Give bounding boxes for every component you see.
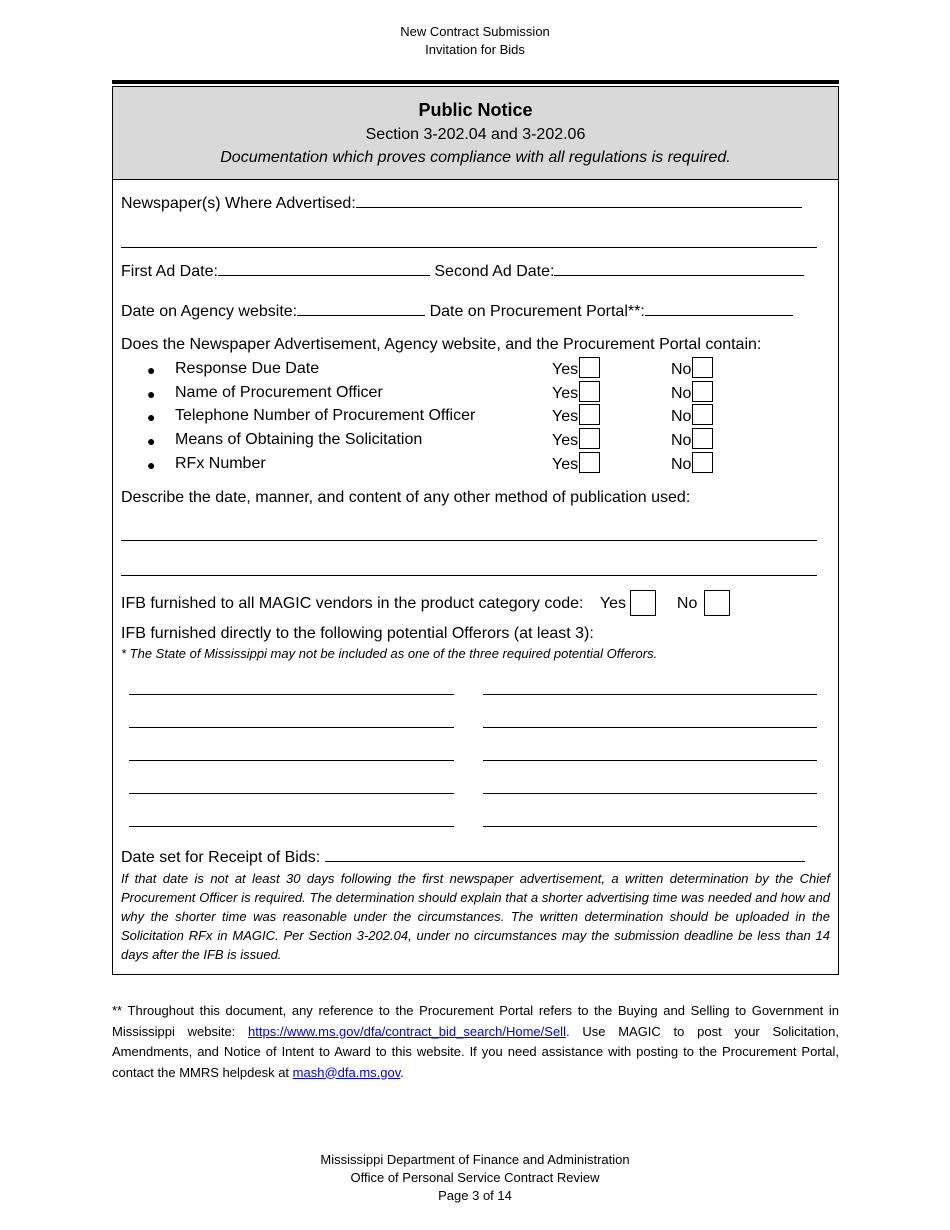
list-item: [113, 454, 838, 478]
no-label: No: [671, 385, 692, 402]
header-title: New Contract Submission: [400, 24, 550, 39]
second-ad-label: Second Ad Date:: [434, 263, 555, 280]
no-checkbox[interactable]: [692, 404, 713, 425]
item-label: RFx Number: [175, 455, 266, 472]
no-checkbox[interactable]: [692, 428, 713, 449]
magic-no-checkbox[interactable]: [704, 590, 730, 616]
public-notice-box: [112, 86, 839, 975]
public-notice-header: [113, 87, 838, 180]
receipt-row: [121, 847, 805, 868]
offeror-line[interactable]: [129, 694, 454, 695]
yes-checkbox[interactable]: [579, 381, 600, 402]
no-label: No: [671, 456, 692, 473]
no-checkbox[interactable]: [692, 452, 713, 473]
item-label: Means of Obtaining the Solicitation: [175, 431, 423, 448]
contain-question: Does the Newspaper Advertisement, Agency website, and the Procurement Portal contain:: [121, 336, 762, 353]
footnote-text-2: . Use MAGIC to post your Solicitation, Amendments, and Notice of Intent to Award to this website. If you need assistance with posting to the Procurement Portal, contact the MMRS helpdesk at: [112, 1023, 839, 1080]
yes-checkbox[interactable]: [579, 404, 600, 425]
other-publication-label: Describe the date, manner, and content of any other method of publication used:: [121, 489, 691, 506]
no-label: No: [671, 408, 692, 425]
footnote-text-1: ** Throughout this document, any reference to the Procurement Portal refers to the Buying and Selling to Government in Mississippi website:: [112, 1003, 839, 1039]
header-subtitle: Invitation for Bids: [425, 42, 525, 57]
footnote: [112, 1001, 839, 1083]
public-notice-documentation: Documentation which proves compliance with all regulations is required.: [220, 149, 731, 166]
helpdesk-email-link[interactable]: mash@dfa.ms.gov: [292, 1064, 401, 1080]
site-dates-row: [121, 301, 793, 322]
agency-site-date-input[interactable]: [297, 301, 425, 316]
public-notice-section: Section 3-202.04 and 3-202.06: [365, 126, 586, 143]
bullet-icon: ●: [147, 457, 156, 473]
footer-office: Office of Personal Service Contract Review: [350, 1170, 600, 1185]
public-notice-title: Public Notice: [418, 100, 533, 120]
offeror-line[interactable]: [129, 826, 454, 827]
offeror-line[interactable]: [129, 727, 454, 728]
bullet-icon: ●: [147, 433, 156, 449]
magic-no-label: No: [676, 595, 698, 612]
yes-label: Yes: [552, 385, 579, 402]
newspapers-input[interactable]: [356, 193, 802, 208]
no-checkbox[interactable]: [692, 381, 713, 402]
ad-dates-row: [121, 261, 804, 282]
offeror-line[interactable]: [483, 694, 817, 695]
agency-site-label: Date on Agency website:: [121, 303, 298, 320]
bullet-icon: ●: [147, 362, 156, 378]
list-item: [113, 383, 838, 407]
newspapers-label: Newspaper(s) Where Advertised:: [121, 195, 356, 212]
item-label: Name of Procurement Officer: [175, 384, 383, 401]
portal-date-input[interactable]: [645, 301, 793, 316]
receipt-date-input[interactable]: [325, 847, 805, 862]
footnote-text-3: .: [400, 1064, 404, 1080]
list-item: [113, 430, 838, 454]
offeror-line[interactable]: [129, 793, 454, 794]
procurement-portal-link[interactable]: https://www.ms.gov/dfa/contract_bid_search/Home/Sell: [248, 1023, 566, 1039]
bullet-icon: ●: [147, 409, 156, 425]
offerors-note: * The State of Mississippi may not be included as one of the three required potential Offerors.: [121, 646, 658, 661]
magic-yes-label: Yes: [599, 595, 627, 612]
item-label: Response Due Date: [175, 360, 320, 377]
first-ad-label: First Ad Date:: [121, 263, 218, 280]
receipt-label: Date set for Receipt of Bids:: [121, 849, 321, 866]
yes-checkbox[interactable]: [579, 428, 600, 449]
contain-list: [113, 357, 838, 479]
other-publication-line-1[interactable]: [121, 540, 817, 541]
yes-label: Yes: [552, 408, 579, 425]
list-item: [113, 359, 838, 383]
portal-label: Date on Procurement Portal**:: [429, 303, 645, 320]
magic-row: [121, 590, 730, 616]
page-number: Page 3 of 14: [438, 1188, 512, 1203]
yes-label: Yes: [552, 361, 579, 378]
offerors-label: IFB furnished directly to the following potential Offerors (at least 3):: [121, 625, 594, 642]
yes-label: Yes: [552, 432, 579, 449]
header-rule: [112, 80, 839, 84]
no-label: No: [671, 432, 692, 449]
item-label: Telephone Number of Procurement Officer: [175, 407, 476, 424]
offeror-line[interactable]: [483, 727, 817, 728]
no-label: No: [671, 361, 692, 378]
other-publication-line-2[interactable]: [121, 575, 817, 576]
second-ad-date-input[interactable]: [554, 261, 804, 276]
offeror-line[interactable]: [483, 793, 817, 794]
list-item: [113, 406, 838, 430]
no-checkbox[interactable]: [692, 357, 713, 378]
receipt-note: If that date is not at least 30 days following the first newspaper advertisement, a written determination by the Chief Procurement Officer is required. The determination should explain that a shorter advertising time was needed and how and why the shorter time was reasonable under the circumstances. The written determination should be uploaded in the Solicitation RFx in MAGIC. Per Section 3-202.04, under no circumstances may the submission deadline be less than 14 days after the IFB is issued.: [121, 871, 830, 962]
newspapers-input-line2[interactable]: [121, 247, 817, 248]
newspapers-row: [121, 193, 802, 214]
first-ad-date-input[interactable]: [218, 261, 430, 276]
offeror-line[interactable]: [483, 760, 817, 761]
yes-checkbox[interactable]: [579, 357, 600, 378]
offeror-line[interactable]: [129, 760, 454, 761]
offeror-line[interactable]: [483, 826, 817, 827]
bullet-icon: ●: [147, 386, 156, 402]
yes-checkbox[interactable]: [579, 452, 600, 473]
yes-label: Yes: [552, 456, 579, 473]
magic-yes-checkbox[interactable]: [630, 590, 656, 616]
footer-department: Mississippi Department of Finance and Administration: [320, 1152, 630, 1167]
magic-label: IFB furnished to all MAGIC vendors in the product category code:: [121, 595, 584, 612]
